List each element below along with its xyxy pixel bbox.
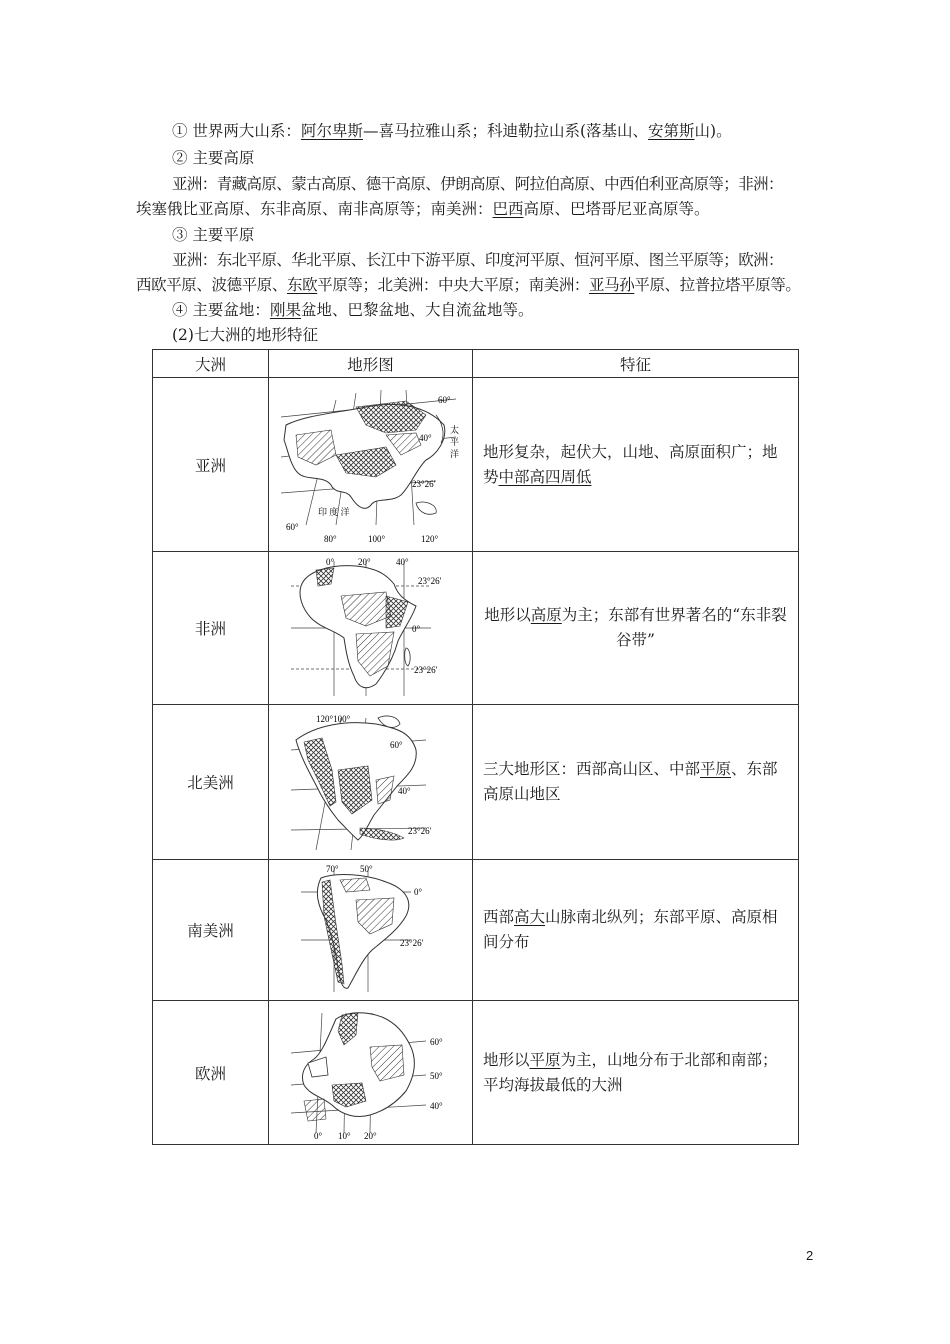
africa-map-figure [286, 556, 456, 701]
feature-north-america: 三大地形区：西部高山区、中部平原、东部高原山地区 [473, 705, 799, 860]
asia-label-pacific-1: 太 [449, 424, 459, 435]
africa-label-lon40: 40° [395, 556, 409, 567]
asia-map-figure [276, 385, 466, 545]
table-row-asia [153, 378, 799, 552]
south-america-label-equator: 0° [413, 887, 422, 897]
europe-label-lon0: 0° [313, 1130, 322, 1141]
south-america-label-lon50: 50° [359, 864, 373, 874]
asia-label-lon120: 120° [420, 533, 438, 544]
basins-line: ④ 主要盆地：刚果盆地、巴黎盆地、大自流盆地等。 [172, 301, 534, 319]
asia-label-lat40: 40° [418, 432, 432, 443]
north-america-label-lon: 120°100° [315, 713, 350, 724]
africa-label-tropic-south: 23°26′ [413, 664, 438, 675]
table-row-europe [153, 1001, 799, 1145]
north-america-label-lat40: 40° [397, 785, 411, 796]
asia-label-indian-ocean: 印 度 洋 [317, 506, 350, 517]
page-number: 2 [806, 1248, 814, 1263]
plateaus-heading: ② 主要高原 [172, 149, 255, 167]
feature-europe: 地形以平原为主，山地分布于北部和南部；平均海拔最低的大洲 [473, 1001, 799, 1145]
europe-map [269, 1001, 473, 1145]
header-feature: 特征 [473, 350, 799, 378]
table-row-africa [153, 552, 799, 705]
south-america-label-lon70: 70° [325, 864, 339, 874]
table-header-row [153, 350, 799, 378]
europe-label-lat40: 40° [429, 1100, 443, 1111]
africa-label-tropic-north: 23°26′ [417, 575, 442, 586]
continent-name-africa: 非洲 [153, 552, 269, 705]
north-america-label-tropic: 23°26′ [407, 825, 432, 836]
table-row-north-america [153, 705, 799, 860]
asia-label-lon60: 60° [285, 521, 299, 532]
plains-line-1: 亚洲：东北平原、华北平原、长江中下游平原、印度河平原、恒河平原、图兰平原等；欧洲： [172, 251, 783, 269]
plains-line-2: 西欧平原、波德平原、东欧平原等；北美洲：中央大平原；南美洲：亚马孙平原、拉普拉塔平原等。 [136, 276, 801, 294]
europe-label-lat50: 50° [429, 1070, 443, 1081]
feature-africa: 地形以高原为主；东部有世界著名的“东非裂谷带” [473, 552, 799, 705]
south-america-map-figure [296, 864, 446, 996]
feature-asia: 地形复杂，起伏大，山地、高原面积广；地势中部高四周低 [473, 378, 799, 552]
mountains-line: ① 世界两大山系：阿尔卑斯—喜马拉雅山系；科迪勒拉山系(落基山、安第斯山)。 [172, 122, 732, 140]
plateaus-line-1: 亚洲：青藏高原、蒙古高原、德干高原、伊朗高原、阿拉伯高原、中西伯利亚高原等；非洲： [172, 175, 783, 193]
africa-label-equator: 0° [411, 623, 420, 634]
continent-name-south-america: 南美洲 [153, 860, 269, 1001]
continent-name-north-america: 北美洲 [153, 705, 269, 860]
asia-map [269, 378, 473, 552]
asia-label-lat60: 60° [437, 394, 451, 405]
africa-map [269, 552, 473, 705]
plateaus-line-2: 埃塞俄比亚高原、东非高原、南非高原等；南美洲：巴西高原、巴塔哥尼亚高原等。 [136, 200, 710, 218]
header-map: 地形图 [269, 350, 473, 378]
south-america-label-tropic: 23°26′ [399, 938, 424, 948]
europe-label-lat60: 60° [429, 1036, 443, 1047]
asia-label-lon100: 100° [367, 533, 385, 544]
continent-name-asia: 亚洲 [153, 378, 269, 552]
continent-name-europe: 欧洲 [153, 1001, 269, 1145]
north-america-map [269, 705, 473, 860]
asia-label-pacific-3: 洋 [449, 448, 459, 459]
asia-label-tropic: 23°26′ [411, 478, 436, 489]
feature-south-america: 西部高大山脉南北纵列；东部平原、高原相间分布 [473, 860, 799, 1001]
europe-label-lon20: 20° [363, 1130, 377, 1141]
asia-label-lon80: 80° [323, 533, 337, 544]
continent-terrain-table [152, 349, 799, 1145]
header-continent: 大洲 [153, 350, 269, 378]
asia-label-pacific-2: 平 [449, 436, 459, 447]
africa-label-lon20: 20° [357, 556, 371, 567]
europe-label-lon10: 10° [337, 1130, 351, 1141]
plains-heading: ③ 主要平原 [172, 226, 255, 244]
north-america-map-figure [286, 710, 456, 855]
table-row-south-america [153, 860, 799, 1001]
europe-map-figure [286, 1005, 456, 1141]
north-america-label-lat60: 60° [389, 739, 403, 750]
south-america-map [269, 860, 473, 1001]
section-title: (2)七大洲的地形特征 [172, 326, 318, 344]
africa-label-lon0: 0° [325, 556, 334, 567]
